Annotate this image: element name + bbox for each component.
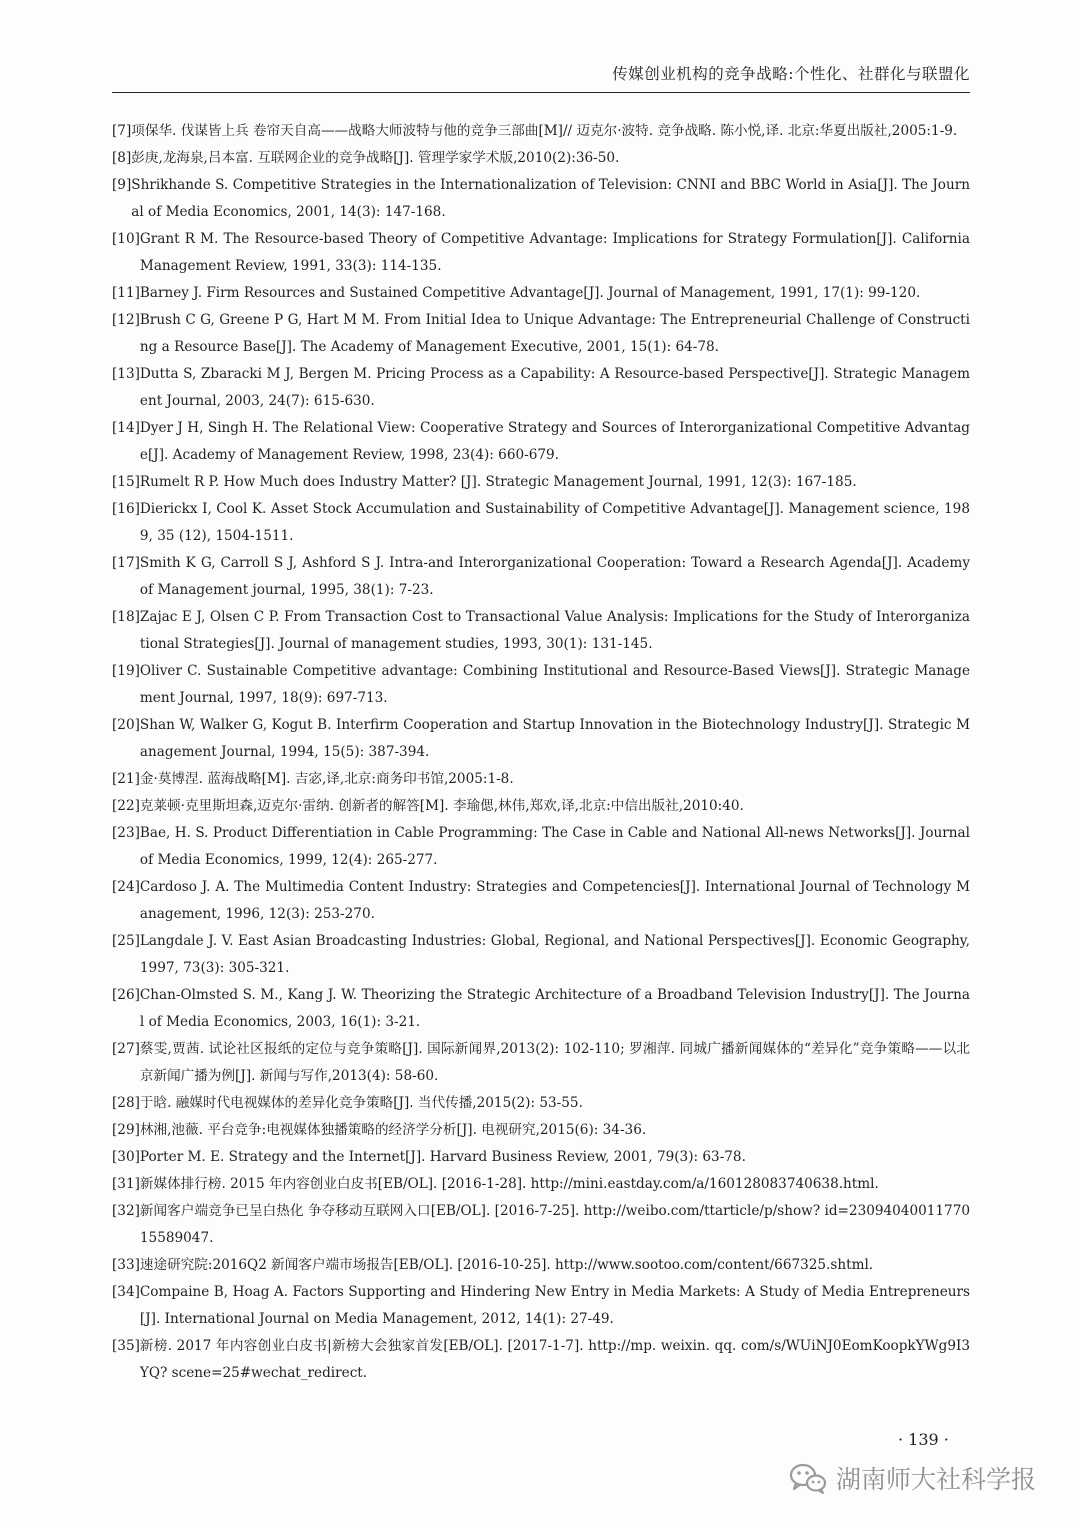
reference-number: [12]	[112, 312, 140, 328]
reference-item	[112, 793, 970, 820]
reference-item	[112, 226, 970, 280]
reference-number: [8]	[112, 150, 132, 166]
page-number: · 139 ·	[898, 1430, 949, 1449]
reference-text: Shrikhande S. Competitive Strategies in the Internationalization of Television: CNNI and BBC World in Asia[J]. The Journal of Media Economics, 2001, 14(3): 147-168.	[131, 177, 970, 220]
reference-text: Dyer J H, Singh H. The Relational View: Cooperative Strategy and Sources of Interorganizational Competitive Advantage[J]. Academy of Management Review, 1998, 23(4): 660-679.	[139, 420, 970, 463]
reference-item	[112, 820, 970, 874]
reference-number: [13]	[112, 366, 140, 382]
reference-text: Chan-Olmsted S. M., Kang J. W. Theorizing the Strategic Architecture of a Broadband Television Industry[J]. The Journal of Media Economics, 2003, 16(1): 3-21.	[139, 987, 970, 1030]
reference-text: 林湘,池薇. 平台竞争:电视媒体独播策略的经济学分析[J]. 电视研究,2015(6): 34-36.	[139, 1122, 647, 1138]
reference-text: 于晗. 融媒时代电视媒体的差异化竞争策略[J]. 当代传播,2015(2): 53-55.	[139, 1095, 583, 1111]
reference-number: [29]	[112, 1122, 140, 1138]
reference-number: [9]	[112, 177, 132, 193]
reference-number: [27]	[112, 1041, 140, 1057]
reference-number: [34]	[112, 1284, 140, 1300]
reference-item	[112, 550, 970, 604]
reference-text: 彭庚,龙海泉,吕本富. 互联网企业的竞争战略[J]. 管理学家学术版,2010(2):36-50.	[131, 150, 620, 166]
reference-number: [31]	[112, 1176, 140, 1192]
reference-item	[112, 874, 970, 928]
reference-number: [25]	[112, 933, 140, 949]
reference-text: 新闻客户端竞争已呈白热化 争夺移动互联网入口[EB/OL]. [2016-7-25]. http://weibo.com/ttarticle/p/show? id=2309404001177015589047.	[139, 1203, 970, 1246]
reference-text: Brush C G, Greene P G, Hart M M. From Initial Idea to Unique Advantage: The Entrepreneurial Challenge of Constructing a Resource Base[J]. The Academy of Management Executive, 2001, 15(1): 64-78.	[139, 312, 970, 355]
reference-item	[112, 712, 970, 766]
reference-text: 新榜. 2017 年内容创业白皮书|新榜大会独家首发[EB/OL]. [2017-1-7]. http://mp. weixin. qq. com/s/WUiNJ0EomKoopkYWg9I3YQ? scene=25#wechat_redirect.	[139, 1338, 970, 1381]
reference-text: 速途研究院:2016Q2 新闻客户端市场报告[EB/OL]. [2016-10-25]. http://www.sootoo.com/content/667325.shtml.	[139, 1257, 874, 1273]
reference-item	[112, 1171, 970, 1198]
watermark-text: 湖南师大社科学报	[836, 1465, 1037, 1494]
reference-list	[112, 118, 970, 1387]
reference-number: [17]	[112, 555, 140, 571]
reference-item	[112, 469, 970, 496]
header-rule	[112, 92, 970, 93]
wechat-icon	[788, 1461, 828, 1495]
reference-text: 项保华. 伐谋皆上兵 卷帘天自高——战略大师波特与他的竞争三部曲[M]// 迈克尔·波特. 竞争战略. 陈小悦,译. 北京:华夏出版社,2005:1-9.	[131, 123, 958, 139]
reference-number: [32]	[112, 1203, 140, 1219]
reference-text: Oliver C. Sustainable Competitive advantage: Combining Institutional and Resource-Based Views[J]. Strategic Management Journal, 1997, 18(9): 697-713.	[139, 663, 970, 706]
reference-text: Barney J. Firm Resources and Sustained Competitive Advantage[J]. Journal of Management, 1991, 17(1): 99-120.	[139, 285, 921, 301]
reference-text: 克莱顿·克里斯坦森,迈克尔·雷纳. 创新者的解答[M]. 李瑜偲,林伟,郑欢,译,北京:中信出版社,2010:40.	[139, 798, 744, 814]
reference-text: Bae, H. S. Product Differentiation in Cable Programming: The Case in Cable and National All-news Networks[J]. Journal of Media Economics, 1999, 12(4): 265-277.	[139, 825, 970, 868]
reference-text: Langdale J. V. East Asian Broadcasting Industries: Global, Regional, and National Perspectives[J]. Economic Geography, 1997, 73(3): 305-321.	[139, 933, 970, 976]
reference-text: Zajac E J, Olsen C P. From Transaction Cost to Transactional Value Analysis: Implications for the Study of Interorganizational Strategies[J]. Journal of management studies, 1993, 30(1): 131-145.	[139, 609, 970, 652]
reference-number: [24]	[112, 879, 140, 895]
reference-item	[112, 604, 970, 658]
reference-text: Shan W, Walker G, Kogut B. Interfirm Cooperation and Startup Innovation in the Biotechnology Industry[J]. Strategic Management Journal, 1994, 15(5): 387-394.	[139, 717, 970, 760]
reference-number: [10]	[112, 231, 140, 247]
reference-item	[112, 1090, 970, 1117]
reference-item	[112, 1252, 970, 1279]
reference-text: Rumelt R P. How Much does Industry Matter? [J]. Strategic Management Journal, 1991, 12(3): 167-185.	[139, 474, 857, 490]
reference-text: Compaine B, Hoag A. Factors Supporting and Hindering New Entry in Media Markets: A Study of Media Entrepreneurs[J]. International Journal on Media Management, 2012, 14(1): 27-49.	[139, 1284, 970, 1327]
watermark	[788, 1458, 1036, 1498]
reference-number: [15]	[112, 474, 140, 490]
reference-text: 蔡雯,贾茜. 试论社区报纸的定位与竞争策略[J]. 国际新闻界,2013(2): 102-110; 罗湘萍. 同城广播新闻媒体的“差异化”竞争策略——以北京新闻广播为例[J]. 新闻与写作,2013(4): 58-60.	[139, 1041, 970, 1084]
reference-number: [21]	[112, 771, 140, 787]
reference-number: [28]	[112, 1095, 140, 1111]
reference-number: [33]	[112, 1257, 140, 1273]
reference-number: [35]	[112, 1338, 140, 1354]
reference-item	[112, 280, 970, 307]
reference-item	[112, 1117, 970, 1144]
reference-text: 金·莫博涅. 蓝海战略[M]. 吉宓,译,北京:商务印书馆,2005:1-8.	[139, 771, 514, 787]
reference-item	[112, 118, 970, 145]
reference-number: [30]	[112, 1149, 140, 1165]
reference-item	[112, 1036, 970, 1090]
reference-number: [16]	[112, 501, 140, 517]
reference-text: Dierickx I, Cool K. Asset Stock Accumulation and Sustainability of Competitive Advantage[J]. Management science, 1989, 35 (12), 1504-1511.	[139, 501, 970, 544]
reference-text: Smith K G, Carroll S J, Ashford S J. Intra-and Interorganizational Cooperation: Toward a Research Agenda[J]. Academy of Management journal, 1995, 38(1): 7-23.	[139, 555, 970, 598]
reference-number: [23]	[112, 825, 140, 841]
running-header: 传媒创业机构的竞争战略:个性化、社群化与联盟化	[612, 65, 970, 83]
reference-text: Grant R M. The Resource-based Theory of Competitive Advantage: Implications for Strategy Formulation[J]. California Management Review, 1991, 33(3): 114-135.	[139, 231, 970, 274]
reference-item	[112, 145, 970, 172]
reference-number: [20]	[112, 717, 140, 733]
reference-item	[112, 1144, 970, 1171]
reference-text: Porter M. E. Strategy and the Internet[J]. Harvard Business Review, 2001, 79(3): 63-78.	[139, 1149, 746, 1165]
reference-item	[112, 658, 970, 712]
reference-item	[112, 982, 970, 1036]
reference-item	[112, 1279, 970, 1333]
reference-number: [19]	[112, 663, 140, 679]
reference-item	[112, 307, 970, 361]
reference-number: [22]	[112, 798, 140, 814]
reference-item	[112, 1333, 970, 1387]
reference-text: Cardoso J. A. The Multimedia Content Industry: Strategies and Competencies[J]. International Journal of Technology Management, 1996, 12(3): 253-270.	[139, 879, 970, 922]
reference-text: Dutta S, Zbaracki M J, Bergen M. Pricing Process as a Capability: A Resource-based Perspective[J]. Strategic Management Journal, 2003, 24(7): 615-630.	[139, 366, 970, 409]
reference-text: 新媒体排行榜. 2015 年内容创业白皮书[EB/OL]. [2016-1-28]. http://mini.eastday.com/a/160128083740638.html.	[139, 1176, 879, 1192]
reference-item	[112, 415, 970, 469]
reference-item	[112, 1198, 970, 1252]
reference-number: [18]	[112, 609, 140, 625]
reference-item	[112, 766, 970, 793]
reference-item	[112, 172, 970, 226]
reference-number: [7]	[112, 123, 132, 139]
reference-item	[112, 361, 970, 415]
reference-number: [11]	[112, 285, 140, 301]
reference-number: [26]	[112, 987, 140, 1003]
reference-item	[112, 496, 970, 550]
reference-number: [14]	[112, 420, 140, 436]
reference-item	[112, 928, 970, 982]
